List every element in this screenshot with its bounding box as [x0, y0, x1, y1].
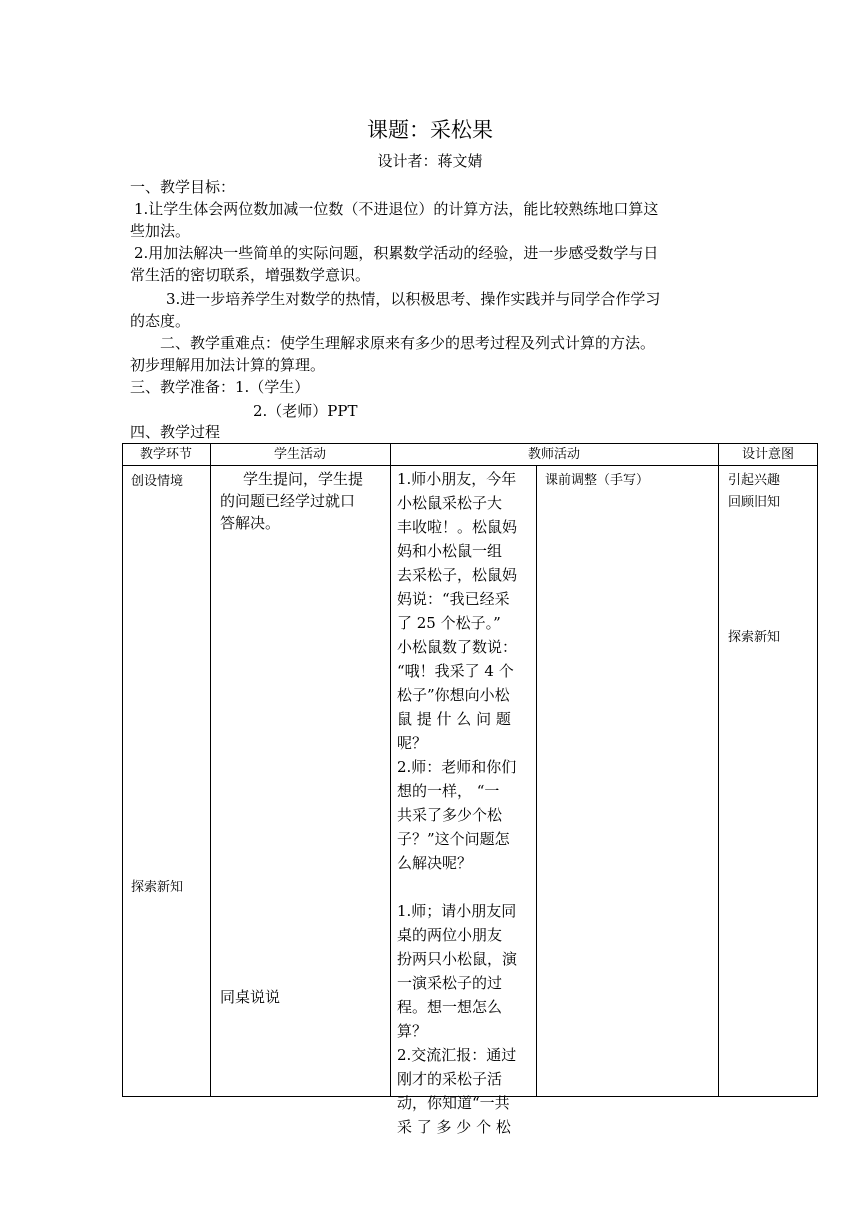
goal-2-line-1: 2.用加法解决一些简单的实际问题，积累数学活动的经验，进一步感受数学与日 [134, 244, 659, 262]
teacher-activity-line: 桌的两位小朋友 [397, 926, 503, 944]
teacher-activity-line: “哦！我采了 4 个 [397, 662, 514, 680]
teacher-activity-line: 1.师小朋友，今年 [397, 470, 517, 488]
teacher-activity-line: 扮两只小松鼠，演 [397, 950, 518, 968]
student-activity-line: 答解决。 [220, 514, 281, 532]
goal-1-line-2: 些加法。 [130, 222, 191, 240]
goal-3-line-1: 3.进一步培养学生对数学的热情，以积极思考、操作实践并与同学合作学习 [166, 290, 661, 308]
teacher-activity-line: 松子”你想向小松 [397, 686, 510, 704]
teacher-activity-line: 么解决呢？ [397, 854, 473, 872]
intent-arouse-interest: 引起兴趣 [728, 473, 781, 488]
intent-review-old: 回顾旧知 [728, 495, 781, 510]
teacher-activity-line: 程。想一想怎么 [397, 998, 503, 1016]
teacher-activity-line: 鼠 提 什 么 问 题 [397, 710, 511, 728]
preparation-line-1: 三、教学准备：1.（学生） [130, 378, 310, 396]
teacher-activity-line: 算？ [397, 1022, 428, 1040]
student-activity-line: 的问题已经学过就口 [220, 492, 356, 510]
teacher-activity-line: 想的一样， “一 [397, 782, 500, 800]
student-activity-line: 学生提问，学生提 [243, 470, 364, 488]
teacher-activity-line: 刚才的采松子活 [397, 1070, 503, 1088]
teacher-activity-line: 2.交流汇报：通过 [397, 1046, 517, 1064]
teacher-activity-line: 去采松子，松鼠妈 [397, 566, 518, 584]
process-heading: 四、教学过程 [130, 423, 221, 441]
teacher-activity-line: 2.师：老师和你们 [397, 758, 517, 776]
lesson-table [122, 443, 818, 1136]
teacher-activity-line: 丰收啦！。松鼠妈 [397, 518, 518, 536]
teacher-activity-line: 小松鼠数了数说： [397, 638, 518, 656]
teacher-activity-line: 了 25 个松子。” [397, 614, 501, 632]
teacher-activity-line: 一演采松子的过 [397, 974, 503, 992]
teacher-activity-line: 小松鼠采松子大 [397, 494, 503, 512]
teacher-activity-line: 子？”这个问题怎 [397, 830, 510, 848]
stage-explore: 探索新知 [131, 880, 184, 895]
goal-1-line-1: 1.让学生体会两位数加减一位数（不进退位）的计算方法，能比较熟练地口算这 [134, 200, 659, 218]
teacher-activity-line: 动，你知道“一共 [397, 1094, 510, 1112]
pre-class-adjustment-note: 课前调整（手写） [545, 473, 650, 488]
header-teacher: 教师活动 [527, 447, 580, 462]
page-title: 课题：采松果 [367, 118, 493, 142]
key-points-line-1: 二、教学重难点：使学生理解求原来有多少的思考过程及列式计算的方法。 [160, 334, 656, 352]
teacher-activity-line [397, 875, 531, 899]
teacher-activity-line: 采 了 多 少 个 松 [397, 1118, 511, 1136]
teacher-activity-column [397, 467, 531, 1139]
stage-create-situation: 创设情境 [131, 474, 184, 489]
goal-2-line-2: 常生活的密切联系，增强数学意识。 [130, 266, 371, 284]
teacher-activity-line: 共采了多少个松 [397, 806, 503, 824]
goal-3-line-2: 的态度。 [130, 312, 191, 330]
student-activity-desk-talk: 同桌说说 [220, 988, 281, 1006]
teacher-activity-line: 呢？ [397, 734, 428, 752]
goals-heading: 一、教学目标： [130, 178, 236, 196]
header-student: 学生活动 [273, 447, 326, 462]
key-points-line-2: 初步理解用加法计算的算理。 [130, 356, 326, 374]
designer-line: 设计者：蒋文婧 [377, 152, 483, 170]
header-stage: 教学环节 [139, 447, 192, 462]
teacher-activity-line: 妈说：“我已经采 [397, 590, 510, 608]
teacher-activity-line: 妈和小松鼠一组 [397, 542, 503, 560]
header-intent: 设计意图 [741, 447, 794, 462]
teacher-activity-line: 1.师；请小朋友同 [397, 902, 517, 920]
preparation-line-2: 2.（老师）PPT [253, 402, 358, 420]
intent-explore: 探索新知 [728, 630, 781, 645]
